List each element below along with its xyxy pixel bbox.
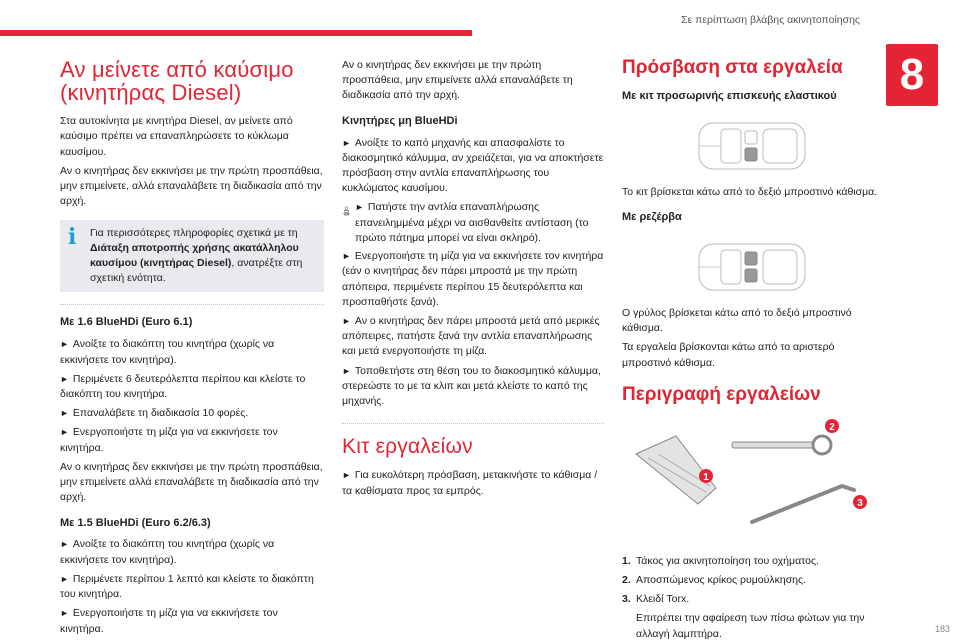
arrow-icon: ► [354, 202, 364, 213]
info-icon: i [68, 223, 77, 250]
column-3 [622, 58, 882, 640]
hand-press-icon [342, 200, 351, 222]
step: ► Ανοίξτε το διακόπτη του κινητήρα (χωρίς να εκκινήσετε τον κινητήρα). [60, 338, 275, 366]
divider [342, 423, 604, 424]
text: Τα εργαλεία βρίσκονται κάτω από το αριστερό μπροστινό κάθισμα. [622, 341, 835, 369]
tools-illustration [628, 416, 868, 536]
arrow-icon: ► [60, 539, 69, 550]
arrow-icon: ► [342, 251, 351, 262]
subheading-non-bluehdi: Κινητήρες μη BlueHDi [342, 114, 458, 127]
callout-2 [825, 419, 839, 433]
step: ► Ενεργοποιήστε τη μίζα για να εκκινήσετε τον κινητήρα. [60, 426, 278, 454]
step: ► Ενεργοποιήστε τη μίζα για να εκκινήσετε τον κινητήρα. [60, 607, 278, 635]
svg-text:1: 1 [703, 471, 709, 483]
note: Αν ο κινητήρας δεν εκκινήσει με την πρώτη προσπάθεια, μην επιμείνετε αλλά επαναλάβετε τη διαδικασία από την αρχή. [60, 460, 323, 504]
arrow-icon: ► [342, 137, 351, 148]
step: ► Αν ο κινητήρας δεν πάρει μπροστά μετά από μερικές απόπειρες, πατήστε ξανά την αντλία επαναπλήρωσης και μετά ενεργοποιήστε τη μίζα. [342, 315, 600, 358]
arrow-icon: ► [342, 470, 351, 481]
step-with-pump-icon: ► Πατήστε την αντλία επαναπλήρωσης επανειλημμένα μέχρι να αισθανθείτε αντίσταση (το πρώτο πάτημα μπορεί να είναι σκληρό). [342, 200, 604, 246]
arrow-icon: ► [342, 316, 351, 326]
divider [60, 304, 324, 305]
info-box: i Για περισσότερες πληροφορίες σχετικά με τη Διάταξη αποτροπής χρήσης ακατάλληλου καυσίμου (κινητήρας Diesel), ανατρέξτε στη σχετική ενότητα. [60, 220, 324, 293]
intro-text: Στα αυτοκίνητα με κινητήρα Diesel, αν μείνετε από καύσιμο πρέπει να επαναπληρώσετε το κύκλωμα καυσίμου. [60, 115, 293, 158]
svg-text:2: 2 [829, 421, 835, 433]
step: ► Ενεργοποιήστε τη μίζα για να εκκινήσετε τον κινητήρα (εάν ο κινητήρας δεν πάρει μπροστά με την πρώτη απόπειρα, περιμένετε περίπου 15 δευτερόλεπτα και προσπαθήστε ξανά). [342, 250, 604, 308]
car-topview-illustration-2 [693, 236, 811, 298]
section-title-tools: Περιγραφή εργαλείων [622, 383, 821, 405]
arrow-icon: ► [60, 339, 69, 350]
callout-1 [699, 469, 713, 483]
arrow-icon: ► [60, 573, 69, 584]
top-accent-bar [0, 30, 472, 36]
car-topview-illustration [693, 115, 811, 177]
arrow-icon: ► [60, 373, 69, 384]
arrow-icon: ► [342, 365, 351, 376]
info-link-text[interactable]: Διάταξη αποτροπής χρήσης ακατάλληλου καυσίμου (κινητήρας Diesel) [90, 241, 299, 269]
note: Αν ο κινητήρας δεν εκκινήσει με την πρώτη προσπάθεια, μην επιμείνετε αλλά επαναλάβετε τη διαδικασία από την αρχή. [342, 59, 573, 102]
tool-item-3-detail: Επιτρέπει την αφαίρεση των πίσω φώτων για την αλλαγή λαμπτήρα. [636, 612, 865, 640]
step: ► Επαναλάβετε τη διαδικασία 10 φορές. [60, 407, 249, 420]
step: ► Τοποθετήστε στη θέση του το διακοσμητικό κάλυμμα, στερεώστε το με τα κλιπ και μετά κλείστε το καπό της μηχανής. [342, 364, 601, 408]
tool-item-3: 3. Κλειδί Torx. [622, 593, 690, 606]
section-title-toolkit: Κιτ εργαλείων [342, 435, 473, 459]
page-number: 183 [934, 623, 950, 634]
tool-item-2: 2. Αποσπώμενος κρίκος ρυμούλκησης. [622, 573, 806, 586]
arrow-icon: ► [60, 608, 69, 619]
chapter-badge: 8 [886, 44, 938, 106]
text: Ο γρύλος βρίσκεται κάτω από το δεξιό μπροστινό κάθισμα. [622, 306, 852, 335]
breadcrumb: Σε περίπτωση βλάβης ακινητοποίησης [681, 14, 860, 26]
intro-text-2: Αν ο κινητήρας δεν εκκινήσει με την πρώτη προσπάθεια, μην επιμείνετε, αλλά επαναλάβετε τη διαδικασία από την αρχή. [60, 164, 323, 208]
column-2 [342, 58, 604, 503]
step: ► Ανοίξτε το καπό μηχανής και απασφαλίστε το διακοσμητικό κάλυμμα, αν χρειάζεται, για να αποκτήσετε πρόσβαση στην αντλία επαναπλήρωσης του κυκλώματος καυσίμου. [342, 136, 604, 195]
subheading-euro61: Με 1.6 BlueHDi (Euro 6.1) [60, 316, 193, 329]
arrow-icon: ► [60, 427, 69, 438]
section-title-fuel: Αν μείνετε από καύσιμο (κινητήρας Diesel) [60, 57, 294, 106]
step: ► Περιμένετε περίπου 1 λεπτό και κλείστε το διακόπτη του κινητήρα. [60, 572, 314, 601]
text: Το κιτ βρίσκεται κάτω από το δεξιό μπροστινό κάθισμα. [622, 185, 878, 198]
section-title-access: Πρόσβαση στα εργαλεία [622, 57, 843, 78]
column-1 [60, 58, 324, 640]
subheading-euro62: Με 1.5 BlueHDi (Euro 6.2/6.3) [60, 516, 211, 529]
step: ► Ανοίξτε το διακόπτη του κινητήρα (χωρίς να εκκινήσετε τον κινητήρα). [60, 538, 275, 566]
subheading-spare-wheel: Με ρεζέρβα [622, 211, 682, 224]
tool-item-1: 1. Τάκος για ακινητοποίηση του οχήματος. [622, 554, 819, 567]
arrow-icon: ► [60, 408, 69, 419]
svg-text:3: 3 [857, 497, 863, 509]
callout-3 [853, 495, 867, 509]
step: ► Για ευκολότερη πρόσβαση, μετακινήστε το κάθισμα / τα καθίσματα προς τα εμπρός. [342, 469, 598, 497]
step: ► Περιμένετε 6 δευτερόλεπτα περίπου και κλείστε το διακόπτη του κινητήρα. [60, 372, 306, 400]
subheading-repair-kit: Με κιτ προσωρινής επισκευής ελαστικού [622, 89, 837, 102]
